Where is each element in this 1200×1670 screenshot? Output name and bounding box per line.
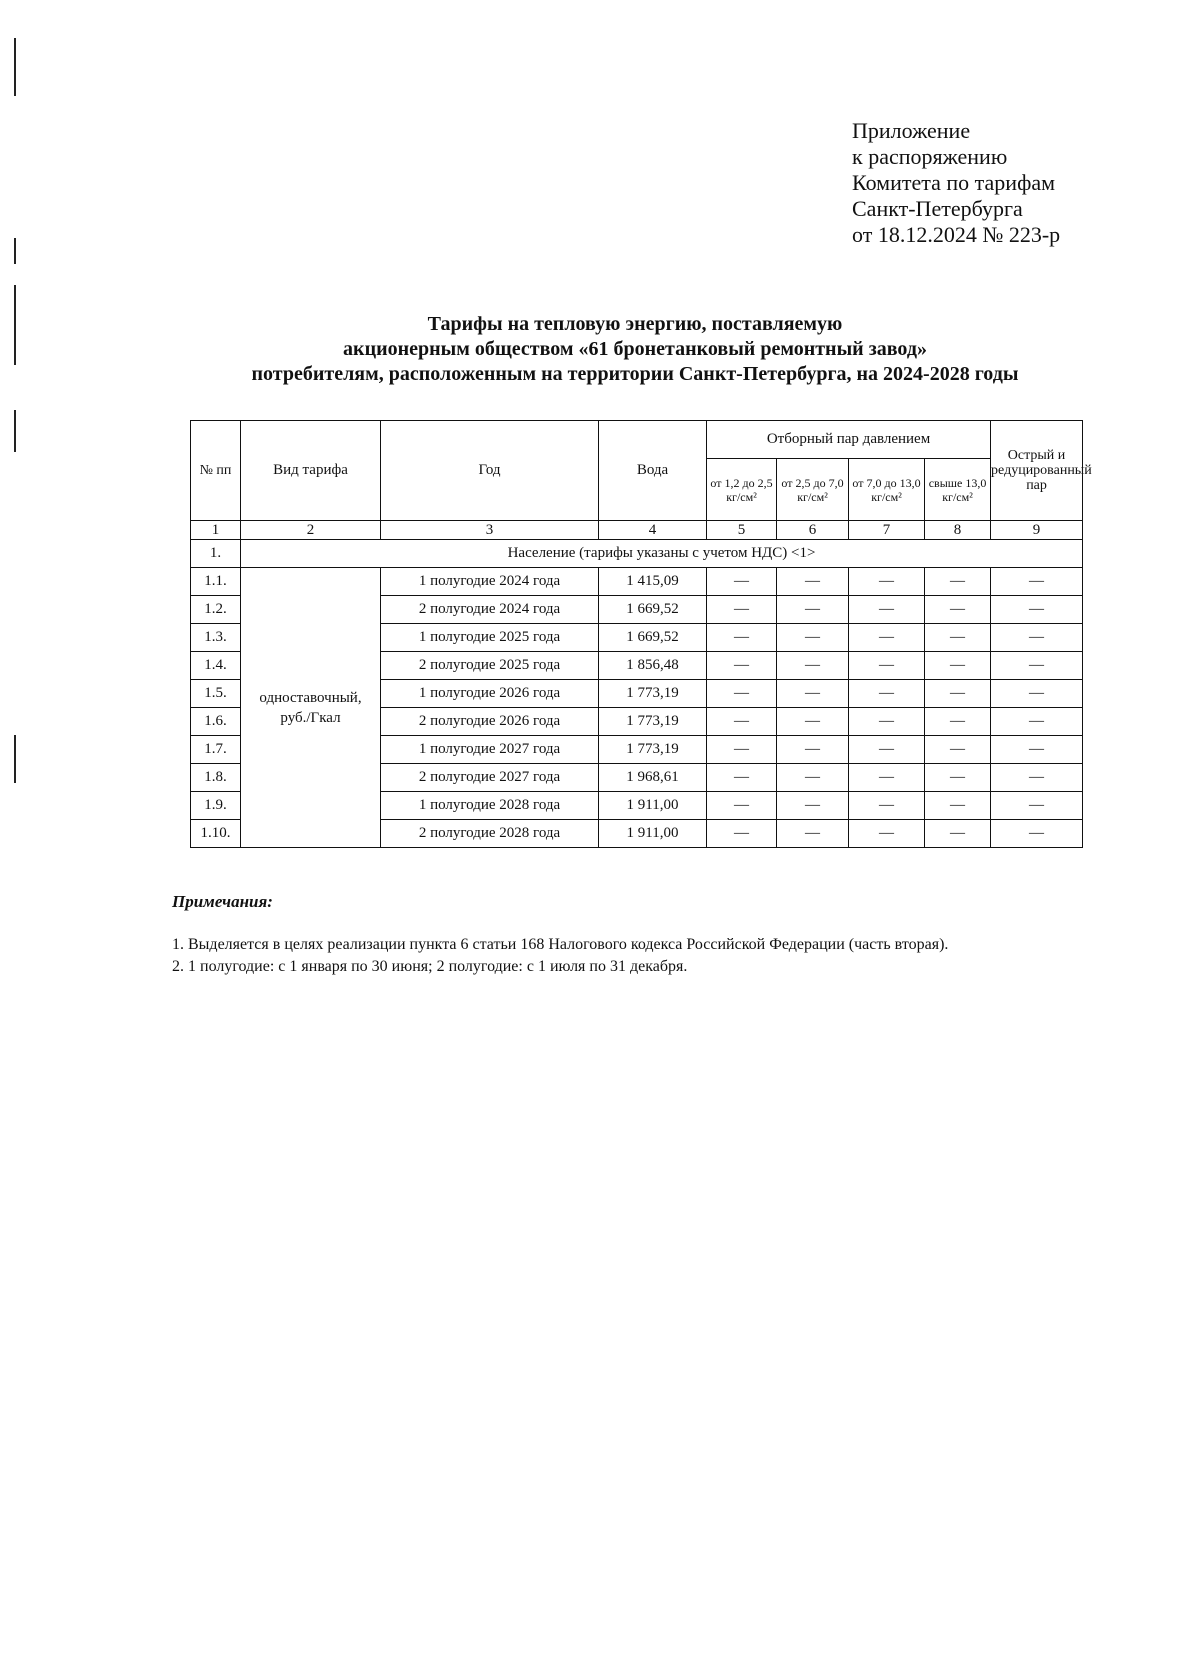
dash-cell: — bbox=[925, 568, 991, 596]
dash-cell: — bbox=[777, 820, 849, 848]
row-period: 2 полугодие 2024 года bbox=[381, 596, 599, 624]
row-period: 1 полугодие 2025 года bbox=[381, 624, 599, 652]
column-number: 2 bbox=[241, 521, 381, 540]
dash-cell: — bbox=[991, 680, 1083, 708]
row-num: 1.1. bbox=[191, 568, 241, 596]
row-period: 2 полугодие 2028 года bbox=[381, 820, 599, 848]
row-num: 1.8. bbox=[191, 764, 241, 792]
dash-cell: — bbox=[925, 820, 991, 848]
row-water-tariff: 1 773,19 bbox=[599, 680, 707, 708]
dash-cell: — bbox=[991, 652, 1083, 680]
dash-cell: — bbox=[777, 792, 849, 820]
approval-line: к распоряжению bbox=[852, 144, 1008, 169]
approval-line: Санкт-Петербурга bbox=[852, 196, 1023, 221]
tariff-type-cell: одноставочный, руб./Гкал bbox=[241, 568, 381, 848]
row-water-tariff: 1 669,52 bbox=[599, 596, 707, 624]
row-water-tariff: 1 856,48 bbox=[599, 652, 707, 680]
dash-cell: — bbox=[925, 652, 991, 680]
row-water-tariff: 1 669,52 bbox=[599, 624, 707, 652]
dash-cell: — bbox=[991, 820, 1083, 848]
row-period: 2 полугодие 2027 года bbox=[381, 764, 599, 792]
row-period: 2 полугодие 2025 года bbox=[381, 652, 599, 680]
table-row bbox=[191, 568, 1083, 596]
dash-cell: — bbox=[849, 680, 925, 708]
header-steam-3: от 7,0 до 13,0 кг/см² bbox=[849, 459, 925, 521]
title-line: акционерным обществом «61 бронетанковый ремонтный завод» bbox=[343, 338, 927, 360]
row-num: 1.5. bbox=[191, 680, 241, 708]
dash-cell: — bbox=[707, 568, 777, 596]
tariff-table bbox=[190, 420, 1092, 848]
row-num: 1.6. bbox=[191, 708, 241, 736]
approval-line: Комитета по тарифам bbox=[852, 170, 1056, 195]
dash-cell: — bbox=[849, 596, 925, 624]
dash-cell: — bbox=[991, 596, 1083, 624]
notes bbox=[172, 934, 948, 978]
row-num: 1.9. bbox=[191, 792, 241, 820]
note-item: 1. Выделяется в целях реализации пункта 6 статьи 168 Налогового кодекса Российской Федерации (часть вторая). bbox=[172, 936, 949, 953]
column-number: 5 bbox=[707, 521, 777, 540]
dash-cell: — bbox=[991, 792, 1083, 820]
row-period: 2 полугодие 2026 года bbox=[381, 708, 599, 736]
header-num: № пп bbox=[191, 421, 241, 521]
title-line: Тарифы на тепловую энергию, поставляемую bbox=[427, 313, 843, 335]
dash-cell: — bbox=[849, 792, 925, 820]
dash-cell: — bbox=[707, 680, 777, 708]
notes-title: Примечания: bbox=[172, 892, 273, 911]
dash-cell: — bbox=[777, 708, 849, 736]
column-number-row bbox=[191, 521, 1083, 540]
row-period: 1 полугодие 2026 года bbox=[381, 680, 599, 708]
title-line: потребителям, расположенным на территории Санкт-Петербурга, на 2024-2028 годы bbox=[251, 363, 1019, 385]
note-item: 2. 1 полугодие: с 1 января по 30 июня; 2 полугодие: с 1 июля по 31 декабря. bbox=[172, 958, 688, 975]
row-num: 1.10. bbox=[191, 820, 241, 848]
row-water-tariff: 1 968,61 bbox=[599, 764, 707, 792]
row-water-tariff: 1 773,19 bbox=[599, 736, 707, 764]
dash-cell: — bbox=[707, 708, 777, 736]
dash-cell: — bbox=[707, 820, 777, 848]
dash-cell: — bbox=[849, 624, 925, 652]
approval-block bbox=[852, 118, 1060, 248]
dash-cell: — bbox=[991, 736, 1083, 764]
approval-line: Приложение bbox=[852, 118, 971, 143]
scan-mark bbox=[14, 410, 16, 452]
row-water-tariff: 1 911,00 bbox=[599, 820, 707, 848]
section-num: 1. bbox=[191, 540, 241, 568]
dash-cell: — bbox=[849, 568, 925, 596]
scan-mark bbox=[14, 38, 16, 96]
header-water: Вода bbox=[599, 421, 707, 521]
header-tariff-type: Вид тарифа bbox=[241, 421, 381, 521]
dash-cell: — bbox=[991, 624, 1083, 652]
scan-mark bbox=[14, 238, 16, 264]
dash-cell: — bbox=[849, 708, 925, 736]
row-num: 1.3. bbox=[191, 624, 241, 652]
document-title bbox=[0, 312, 1200, 387]
dash-cell: — bbox=[707, 652, 777, 680]
header-steam-2: от 2,5 до 7,0 кг/см² bbox=[777, 459, 849, 521]
dash-cell: — bbox=[925, 764, 991, 792]
dash-cell: — bbox=[991, 708, 1083, 736]
dash-cell: — bbox=[925, 736, 991, 764]
dash-cell: — bbox=[707, 624, 777, 652]
header-year: Год bbox=[381, 421, 599, 521]
dash-cell: — bbox=[777, 652, 849, 680]
dash-cell: — bbox=[777, 736, 849, 764]
dash-cell: — bbox=[849, 764, 925, 792]
row-num: 1.7. bbox=[191, 736, 241, 764]
dash-cell: — bbox=[777, 680, 849, 708]
dash-cell: — bbox=[925, 596, 991, 624]
dash-cell: — bbox=[925, 792, 991, 820]
dash-cell: — bbox=[849, 652, 925, 680]
header-sharp-steam: Острый и редуцированный пар bbox=[991, 421, 1083, 521]
column-number: 8 bbox=[925, 521, 991, 540]
row-num: 1.4. bbox=[191, 652, 241, 680]
row-num: 1.2. bbox=[191, 596, 241, 624]
approval-line: от 18.12.2024 № 223-р bbox=[852, 222, 1061, 247]
dash-cell: — bbox=[991, 764, 1083, 792]
header-steam-1: от 1,2 до 2,5 кг/см² bbox=[707, 459, 777, 521]
dash-cell: — bbox=[777, 624, 849, 652]
dash-cell: — bbox=[707, 736, 777, 764]
dash-cell: — bbox=[925, 708, 991, 736]
dash-cell: — bbox=[849, 736, 925, 764]
row-period: 1 полугодие 2027 года bbox=[381, 736, 599, 764]
dash-cell: — bbox=[925, 624, 991, 652]
section-label: Население (тарифы указаны с учетом НДС) <1> bbox=[241, 540, 1083, 568]
dash-cell: — bbox=[707, 764, 777, 792]
header-steam-4: свыше 13,0 кг/см² bbox=[925, 459, 991, 521]
column-number: 1 bbox=[191, 521, 241, 540]
dash-cell: — bbox=[707, 596, 777, 624]
dash-cell: — bbox=[707, 792, 777, 820]
scan-mark bbox=[14, 735, 16, 783]
column-number: 4 bbox=[599, 521, 707, 540]
dash-cell: — bbox=[777, 596, 849, 624]
column-number: 3 bbox=[381, 521, 599, 540]
row-water-tariff: 1 415,09 bbox=[599, 568, 707, 596]
dash-cell: — bbox=[849, 820, 925, 848]
section-row bbox=[191, 540, 1083, 568]
row-water-tariff: 1 911,00 bbox=[599, 792, 707, 820]
column-number: 6 bbox=[777, 521, 849, 540]
dash-cell: — bbox=[777, 764, 849, 792]
row-period: 1 полугодие 2024 года bbox=[381, 568, 599, 596]
column-number: 9 bbox=[991, 521, 1083, 540]
header-steam-group: Отборный пар давлением bbox=[707, 421, 991, 459]
dash-cell: — bbox=[925, 680, 991, 708]
dash-cell: — bbox=[777, 568, 849, 596]
row-water-tariff: 1 773,19 bbox=[599, 708, 707, 736]
row-period: 1 полугодие 2028 года bbox=[381, 792, 599, 820]
dash-cell: — bbox=[991, 568, 1083, 596]
column-number: 7 bbox=[849, 521, 925, 540]
